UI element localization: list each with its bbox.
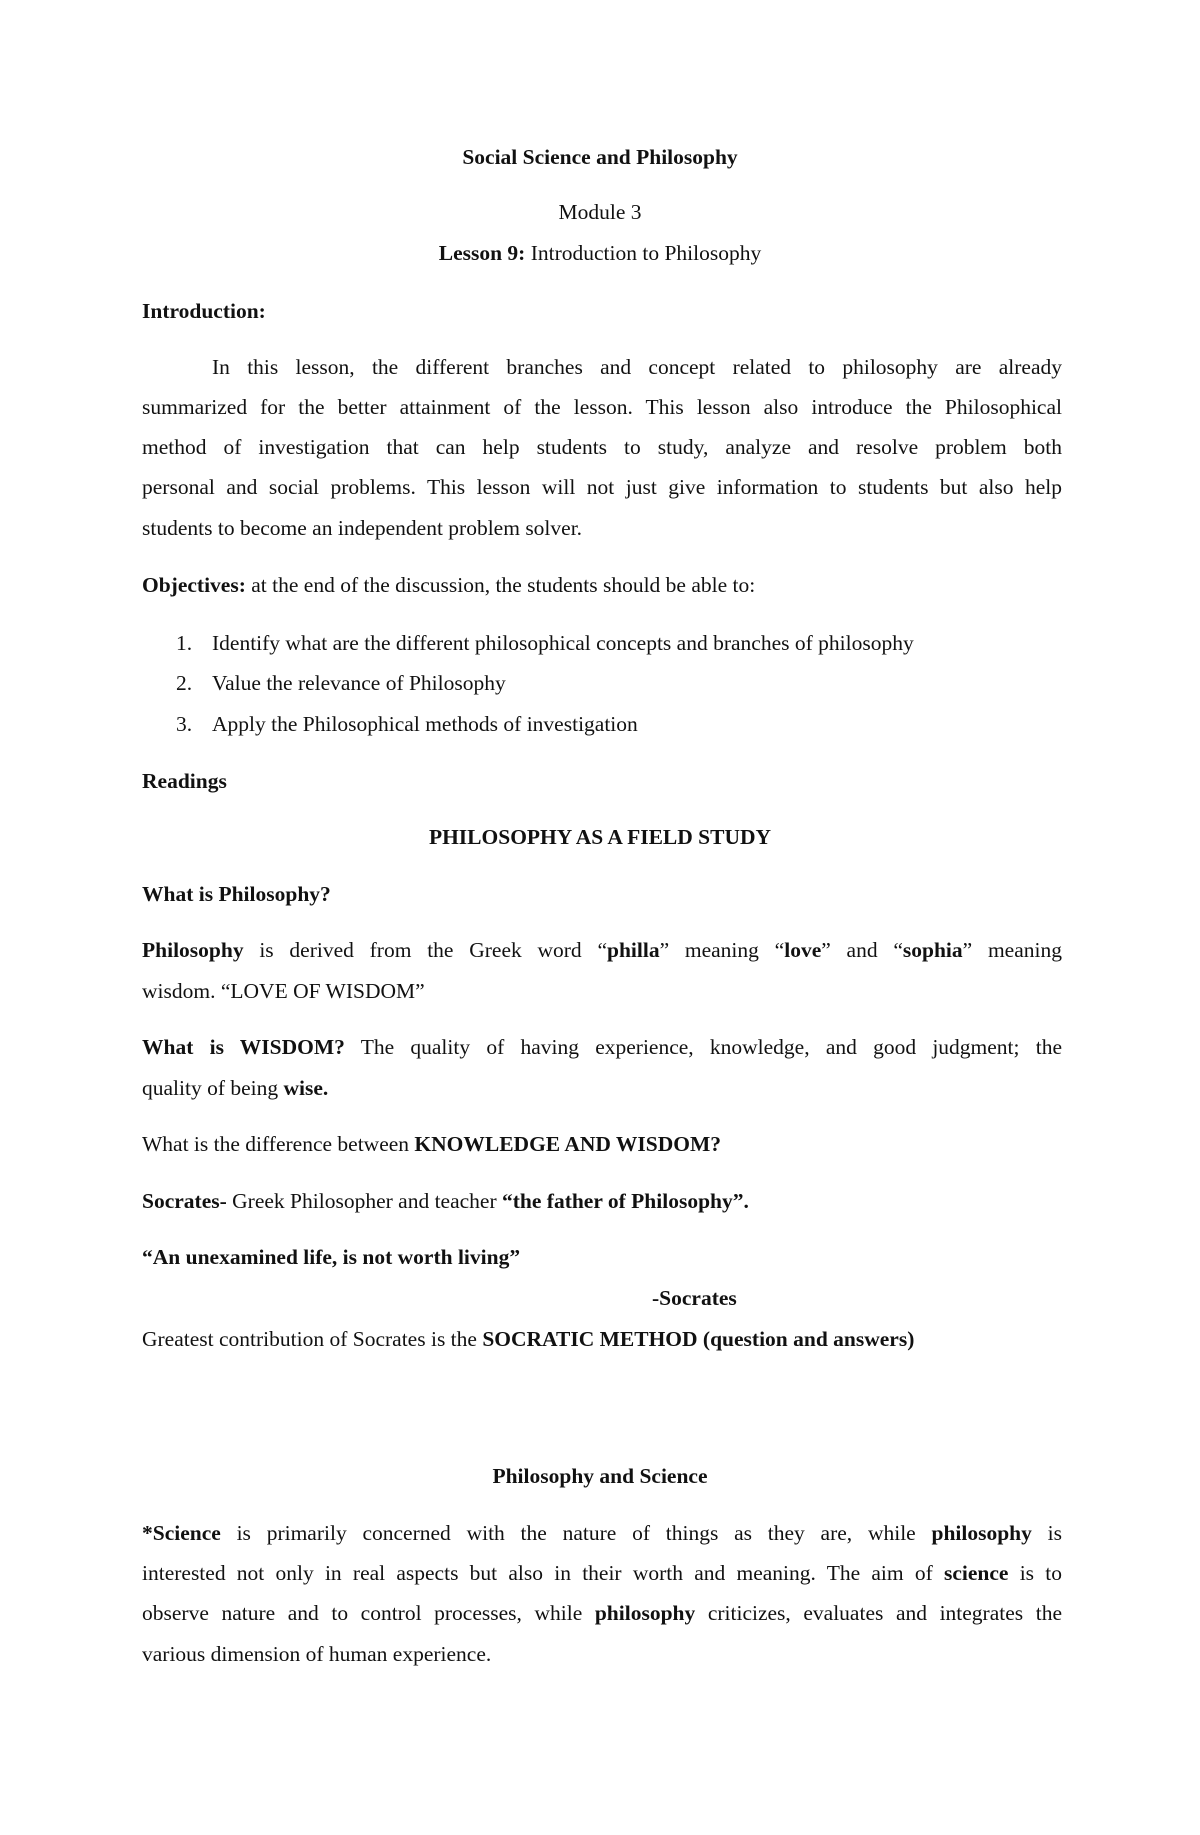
science-line: *Science is primarily concerned with the nature of things as they are, while philosophy is — [142, 1521, 1063, 1545]
philosophy-science-heading: Philosophy and Science — [492, 1464, 708, 1488]
difference-question: What is the difference between KNOWLEDGE AND WISDOM? — [142, 1132, 722, 1156]
what-is-philosophy-heading: What is Philosophy? — [142, 882, 331, 906]
intro-line: students to become an independent problem solver. — [142, 516, 583, 540]
intro-line: In this lesson, the different branches and concept related to philosophy are already — [212, 355, 1062, 379]
science-line: various dimension of human experience. — [142, 1642, 492, 1666]
socrates-contribution: Greatest contribution of Socrates is the SOCRATIC METHOD (question and answers) — [142, 1327, 915, 1351]
intro-line: personal and social problems. This lesson will not just give information to students but also help — [142, 475, 1062, 499]
objective-item: Apply the Philosophical methods of investigation — [212, 712, 638, 736]
socrates-quote: “An unexamined life, is not worth living” — [142, 1245, 521, 1269]
quote-attribution: -Socrates — [652, 1286, 737, 1310]
readings-heading: Readings — [142, 769, 227, 793]
objective-item: Value the relevance of Philosophy — [212, 671, 506, 695]
objective-item: Identify what are the different philosophical concepts and branches of philosophy — [212, 631, 914, 655]
science-line: interested not only in real aspects but also in their worth and meaning. The aim of science is to — [142, 1561, 1062, 1585]
lesson-title: Lesson 9: Introduction to Philosophy — [438, 241, 762, 265]
intro-line: summarized for the better attainment of the lesson. This lesson also introduce the Philosophical — [142, 395, 1062, 419]
objective-number: 2. — [176, 671, 193, 695]
introduction-heading: Introduction: — [142, 299, 266, 323]
section-title: PHILOSOPHY AS A FIELD STUDY — [428, 825, 772, 849]
module-label: Module 3 — [558, 200, 642, 224]
socrates-line: Socrates- Greek Philosopher and teacher “the father of Philosophy”. — [142, 1189, 749, 1213]
objective-number: 1. — [176, 631, 193, 655]
objectives-intro: Objectives: at the end of the discussion, the students should be able to: — [142, 573, 756, 597]
philosophy-definition-line2: wisdom. “LOVE OF WISDOM” — [142, 979, 425, 1003]
wisdom-question: What is WISDOM? The quality of having experience, knowledge, and good judgment; the — [142, 1035, 1062, 1059]
science-line: observe nature and to control processes, while philosophy criticizes, evaluates and integrates the — [142, 1601, 1062, 1625]
philosophy-definition: Philosophy is derived from the Greek word “philla” meaning “love” and “sophia” meaning — [142, 938, 1062, 962]
course-title: Social Science and Philosophy — [462, 145, 738, 169]
intro-line: method of investigation that can help students to study, analyze and resolve problem both — [142, 435, 1062, 459]
objective-number: 3. — [176, 712, 193, 736]
wisdom-line2: quality of being wise. — [142, 1076, 329, 1100]
